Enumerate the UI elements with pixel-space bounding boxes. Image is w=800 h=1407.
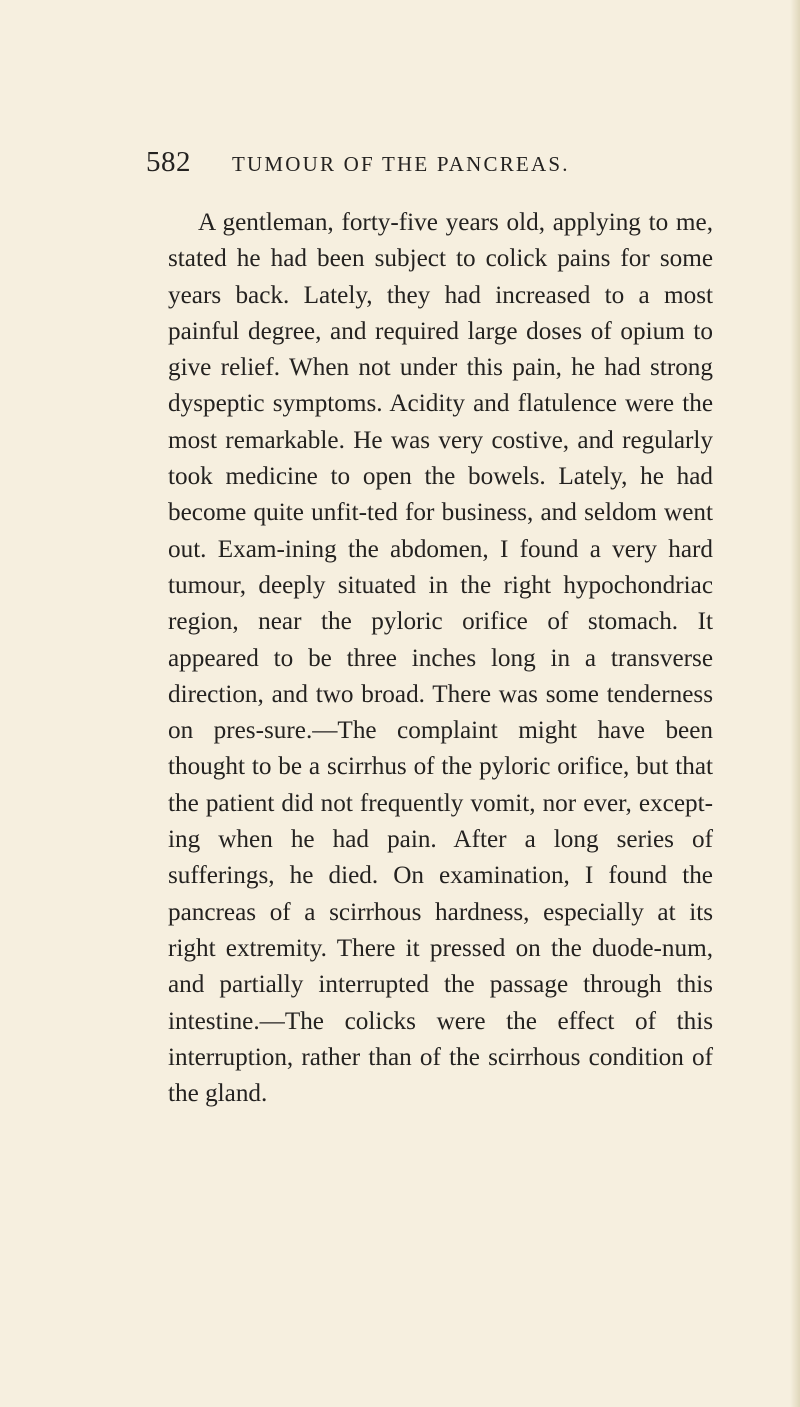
page-number: 582 bbox=[146, 146, 191, 178]
running-head: TUMOUR OF THE PANCREAS. bbox=[232, 152, 570, 176]
body-paragraph: A gentleman, forty-five years old, applying to me, stated he had been subject to colick pains for some years back. Lately, they had increased to a most painful degree, and required large doses of opium to give relief. When not under this pain, he had strong dyspeptic symptoms. Acidity and flatulence were the most remarkable. He was very costive, and regularly took medicine to open the bowels. Lately, he had become quite unfit-ted for business, and seldom went out. Exam-ining the abdomen, I found a very hard tumour, deeply situated in the right hypochondriac region, near the pyloric orifice of stomach. It appeared to be three inches long in a transverse direction, and two broad. There was some tenderness on pres-sure.—The complaint might have been thought to be a scirrhus of the pyloric orifice, but that the patient did not frequently vomit, nor ever, except-ing when he had pain. After a long series of sufferings, he died. On examination, I found the pancreas of a scirrhous hardness, especially at its right extremity. There it pressed on the duode-num, and partially interrupted the passage through this intestine.—The colicks were the effect of this interruption, rather than of the scirrhous condition of the gland. bbox=[168, 209, 713, 1108]
page-edge-shadow bbox=[790, 0, 800, 1407]
